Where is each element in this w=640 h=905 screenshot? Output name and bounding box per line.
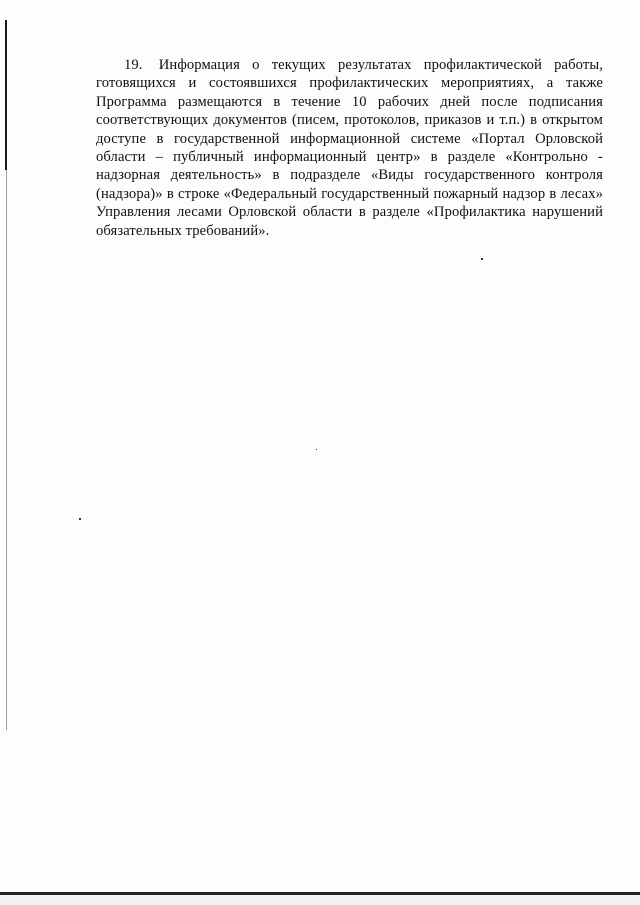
- paragraph-text: Информация о текущих результатах профилактической работы, готовящихся и состоявшихся профилактических мероприятиях, а также Программа размещаются в течение 10 рабочих дней после подписания соответствующих документов (писем, протоколов, приказов и т.п.) в открытом доступе в государственной информационной системе «Портал Орловской области – публичный информационный центр» в разделе «Контрольно - надзорная деятельность» в подразделе «Виды государственного контроля (надзора)» в строке «Федеральный государственный пожарный надзор в лесах» Управления лесами Орловской области в разделе «Профилактика нарушений обязательных требований».: [96, 57, 603, 239]
- scan-speck: [79, 518, 81, 520]
- scan-speck: [316, 449, 317, 450]
- scan-edge-left: [5, 20, 7, 170]
- paragraph-number: 19.: [124, 57, 143, 73]
- scan-edge-bottom-shadow: [0, 895, 640, 905]
- paragraph-19: [96, 56, 603, 240]
- scan-edge-left-faint: [6, 170, 7, 730]
- scan-speck: [481, 258, 483, 260]
